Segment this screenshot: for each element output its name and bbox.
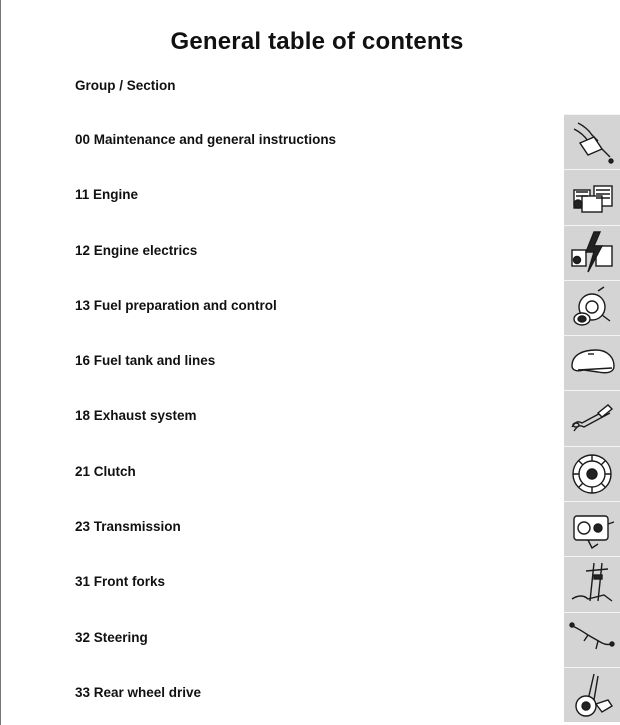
gearbox-icon [568, 506, 616, 552]
section-tab[interactable] [564, 390, 620, 445]
final-drive-icon [568, 672, 616, 718]
toc-entry-label[interactable]: 12 Engine electrics [75, 242, 198, 258]
section-tab[interactable] [564, 501, 620, 556]
toc-entry-label[interactable]: 23 Transmission [75, 519, 181, 535]
toc-entry-23[interactable] [0, 501, 620, 556]
toc-entry-label[interactable]: 13 Fuel preparation and control [75, 297, 277, 313]
front-fork-icon [568, 561, 616, 607]
toc-entry-16[interactable] [0, 335, 620, 390]
toc-entry-31[interactable] [0, 556, 620, 611]
toc-entry-label[interactable]: 31 Front forks [75, 574, 166, 590]
throttle-body-icon [568, 285, 616, 331]
toc-entry-11[interactable] [0, 169, 620, 224]
toc-entry-13[interactable] [0, 280, 620, 335]
section-tab[interactable] [564, 169, 620, 224]
fuel-tank-icon [568, 340, 616, 386]
toc-entry-label[interactable]: 00 Maintenance and general instructions [75, 132, 337, 147]
toc-entry-12[interactable] [0, 225, 620, 280]
oil-can-hand-icon [568, 119, 616, 165]
section-tab[interactable] [564, 667, 620, 722]
section-tab[interactable] [564, 114, 620, 169]
toc-entry-21[interactable] [0, 446, 620, 501]
page-title: General table of contents [170, 28, 464, 55]
toc-entry-00[interactable] [0, 114, 620, 169]
exhaust-pipe-icon [568, 395, 616, 441]
engine-lightning-icon [568, 230, 616, 276]
toc-entry-label[interactable]: 18 Exhaust system [75, 408, 197, 424]
section-tab[interactable] [564, 225, 620, 280]
toc-entry-33[interactable] [0, 667, 620, 722]
toc-list [0, 114, 620, 722]
clutch-disc-icon [568, 451, 616, 497]
column-heading: Group / Section [75, 78, 176, 93]
toc-entry-label[interactable]: 16 Fuel tank and lines [75, 353, 216, 369]
toc-entry-18[interactable] [0, 390, 620, 445]
section-tab[interactable] [564, 280, 620, 335]
toc-entry-32[interactable] [0, 612, 620, 667]
toc-entry-label[interactable]: 11 Engine [75, 187, 139, 203]
handlebar-icon [568, 617, 616, 663]
toc-entry-label[interactable]: 32 Steering [75, 629, 148, 645]
engine-icon [568, 174, 616, 220]
section-tab[interactable] [564, 612, 620, 667]
section-tab[interactable] [564, 556, 620, 611]
toc-entry-label[interactable]: 21 Clutch [75, 463, 136, 479]
toc-entry-label[interactable]: 33 Rear wheel drive [75, 684, 202, 700]
section-tab[interactable] [564, 335, 620, 390]
section-tab[interactable] [564, 446, 620, 501]
